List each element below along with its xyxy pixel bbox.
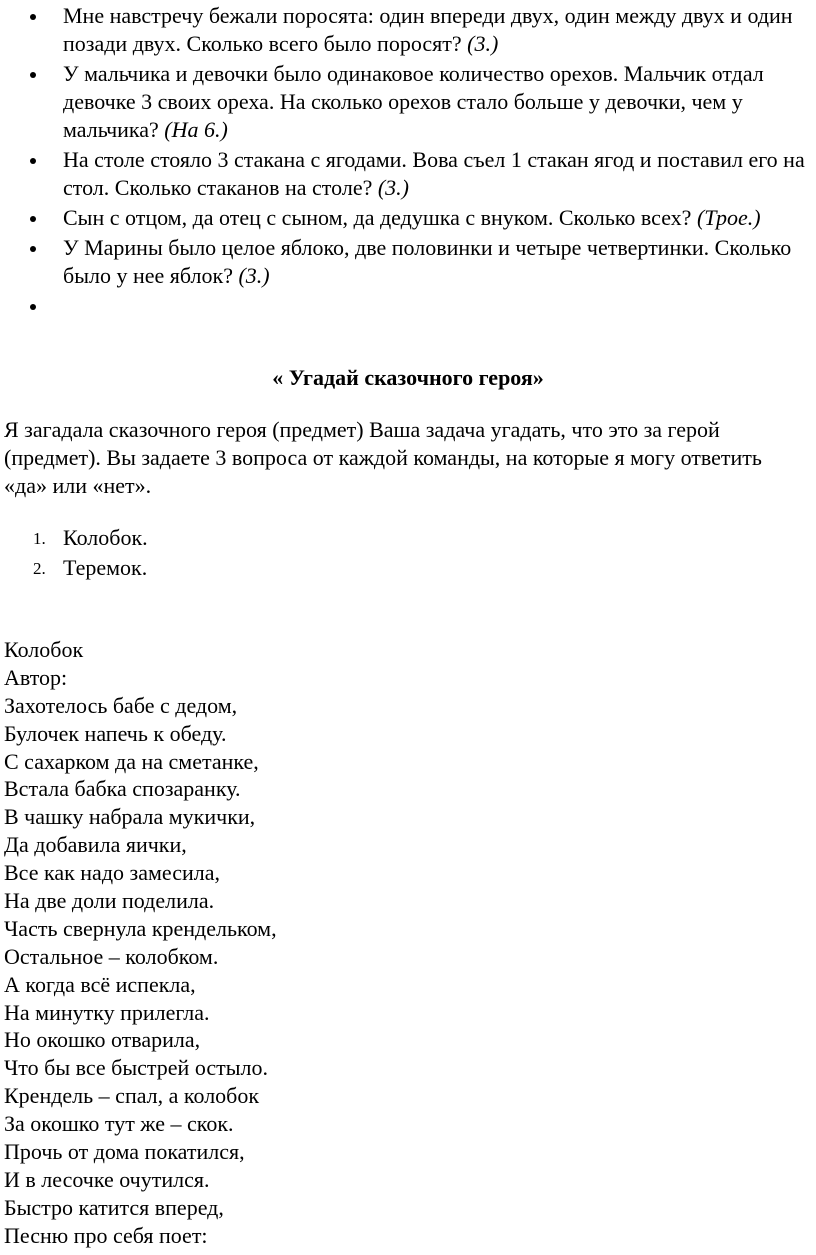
riddle-answer: (3.) [238, 263, 270, 288]
poem-line: Булочек напечь к обеду. [4, 720, 227, 746]
poem-title: Колобок [4, 637, 84, 662]
answer-options-list [0, 524, 816, 584]
riddle-item [0, 234, 816, 290]
poem-line: И в лесочке очутился. [4, 1166, 210, 1192]
poem-line: За окошко тут же – скок. [4, 1111, 234, 1137]
riddle-answer: (3.) [377, 175, 410, 200]
riddle-text: Сын с отцом, да отец с сыном, да дедушка с внуком. Сколько всех? [63, 205, 697, 230]
poem-line: Да добавила яички, [4, 832, 187, 858]
riddle-text: Мне навстречу бежали поросята: один впереди двух, один между двух и один позади двух. Сколько всего было поросят? [63, 3, 793, 56]
bullet-icon [30, 72, 36, 78]
poem-text [4, 636, 810, 1250]
bullet-icon [30, 14, 36, 20]
riddle-text: У Марины было целое яблоко, две половинки и четыре четвертинки. Сколько было у нее яблок? [63, 235, 792, 288]
poem-line: Крендель – спал, а колобок [4, 1083, 260, 1109]
riddle-answer: (3.) [467, 31, 499, 56]
answer-option [0, 554, 816, 582]
option-number: 1. [33, 529, 46, 548]
option-number: 2. [33, 559, 46, 578]
riddle-list [0, 2, 816, 322]
poem-line: А когда всё испекла, [4, 971, 196, 997]
riddle-answer: (На 6.) [164, 117, 228, 142]
riddle-item [0, 2, 816, 58]
riddle-item-empty [0, 292, 816, 320]
poem-line: Часть свернула крендельком, [4, 915, 277, 941]
poem-line: С сахарком да на сметанке, [4, 748, 259, 774]
bullet-icon [30, 304, 36, 310]
poem-line: Все как надо замесила, [4, 860, 220, 886]
riddle-item [0, 60, 816, 144]
bullet-icon [30, 246, 36, 252]
bullet-icon [30, 216, 36, 222]
poem-line: Автор: [4, 664, 68, 690]
answer-option [0, 524, 816, 552]
riddle-answer: (Трое.) [696, 205, 761, 230]
poem-line: Встала бабка спозаранку. [4, 776, 241, 802]
riddle-item [0, 204, 816, 232]
poem-line: Быстро катится вперед, [4, 1194, 224, 1220]
game-intro: Я загадала сказочного героя (предмет) Ваша задача угадать, что это за герой (предмет). Вы задаете 3 вопроса от каждой команды, на которые я могу ответить «да» или «нет». [4, 417, 762, 498]
poem-line: Прочь от дома покатился, [4, 1139, 245, 1165]
option-label: Теремок. [63, 555, 148, 580]
poem-line: Захотелось бабе с дедом, [4, 692, 238, 718]
section-heading: « Угадай сказочного героя» [272, 365, 544, 390]
poem-line: Что бы все быстрей остыло. [4, 1055, 268, 1081]
poem-line: Но окошко отварила, [4, 1027, 201, 1053]
poem-line: На две доли поделила. [4, 888, 215, 914]
bullet-icon [30, 158, 36, 164]
riddle-item [0, 146, 816, 202]
poem-line: В чашку набрала мукички, [4, 804, 256, 830]
riddle-text: На столе стояло 3 стакана с ягодами. Вова съел 1 стакан ягод и поставил его на стол. Сколько стаканов на столе? [63, 147, 805, 200]
poem-line: Остальное – колобком. [4, 943, 219, 969]
option-label: Колобок. [63, 525, 148, 550]
poem-line: Песню про себя поет: [4, 1222, 208, 1248]
poem-line: На минутку прилегла. [4, 999, 210, 1025]
riddle-text: У мальчика и девочки было одинаковое количество орехов. Мальчик отдал девочке 3 своих ореха. На сколько орехов стало больше у девочки, чем у мальчика? [63, 61, 764, 142]
